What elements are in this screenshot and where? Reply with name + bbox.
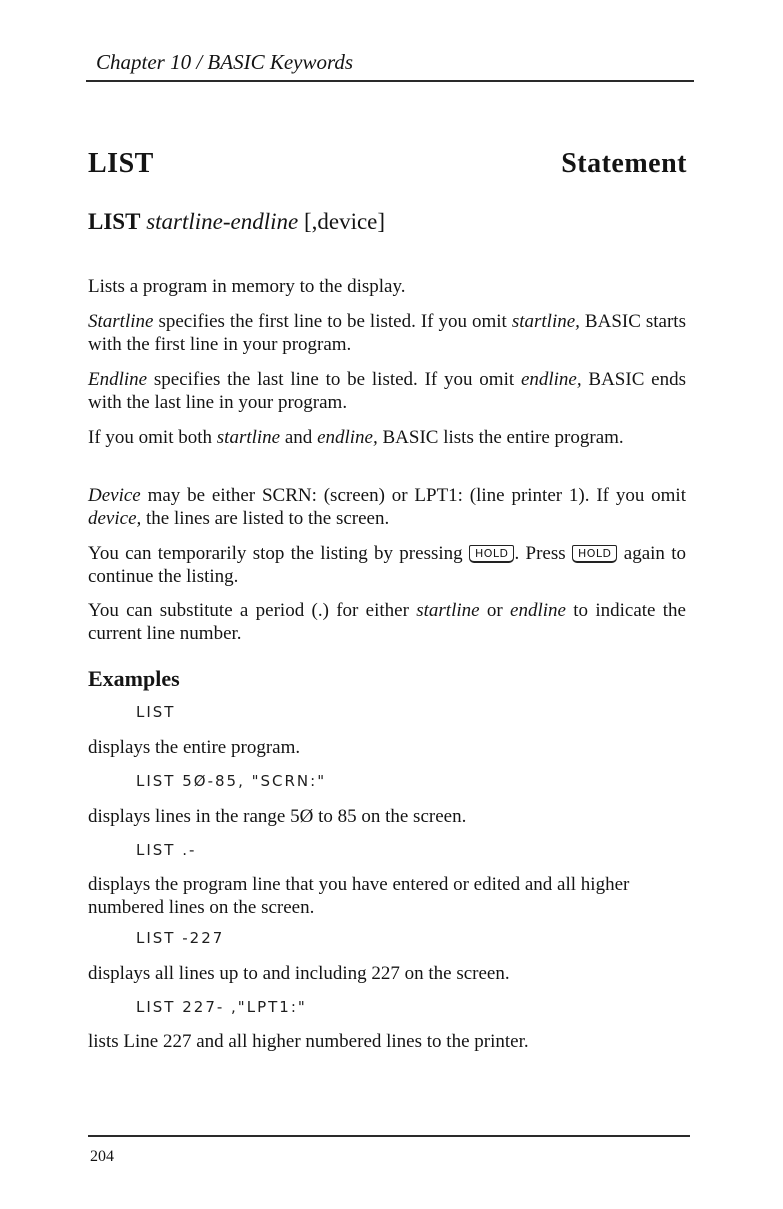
para-text: may be either SCRN: (screen) or LPT1: (line printer 1). If you omit [140, 485, 686, 506]
syntax-line [88, 209, 385, 235]
example-description: displays lines in the range 5Ø to 85 on the screen. [88, 806, 467, 827]
para-text: specifies the last line to be listed. If you omit [147, 369, 521, 390]
page-number: 204 [90, 1148, 114, 1165]
term-startline: startline [416, 600, 480, 621]
paragraph-endline [88, 368, 686, 414]
chapter-header: Chapter 10 / BASIC Keywords [96, 50, 354, 74]
para-text: BASIC ends with the last line in your program. [88, 369, 686, 413]
syntax-optional: [,device] [303, 209, 386, 234]
paragraph-period [88, 599, 686, 645]
code-example: LIST 5Ø-85, "SCRN:" [136, 772, 327, 790]
term-endline: Endline [88, 369, 148, 390]
example-description: displays all lines up to and including 227 on the screen. [88, 963, 510, 984]
hold-key-icon: HOLD [469, 545, 515, 563]
hold-key-icon: HOLD [572, 545, 618, 563]
code-example: LIST [136, 703, 176, 721]
term-endline: endline [510, 600, 566, 621]
term-startline: Startline [88, 311, 154, 332]
para-text: the lines are listed to the screen. [141, 508, 390, 529]
code-example: LIST -227 [136, 929, 225, 947]
term-startline: startline [216, 427, 281, 448]
syntax-keyword: LIST [88, 209, 141, 234]
para-text: or [479, 600, 511, 621]
keyword-title: LIST [88, 148, 154, 179]
term-endline: endline, [520, 369, 582, 390]
paragraph-hold [88, 542, 686, 588]
para-text: again to continue the listing. [88, 543, 686, 587]
term-startline: startline, [511, 311, 580, 332]
term-device: device, [88, 508, 142, 529]
header-rule [86, 80, 694, 82]
paragraph-device [88, 484, 686, 530]
term-device: Device [88, 485, 141, 506]
para-text: You can substitute a period (.) for either [88, 600, 417, 621]
keyword-type: Statement [561, 148, 687, 179]
example-description: displays the entire program. [88, 737, 301, 758]
para-text: Lists a program in memory to the display. [88, 276, 406, 297]
para-text: to indicate the current line number. [88, 600, 686, 644]
para-text: specifies the first line to be listed. If you omit [153, 311, 512, 332]
paragraph-both [88, 426, 686, 449]
code-example: LIST 227- ,"LPT1:" [136, 998, 307, 1016]
paragraph-description [88, 275, 686, 298]
para-text: and [280, 427, 318, 448]
example-description: lists Line 227 and all higher numbered lines to the printer. [88, 1031, 529, 1052]
examples-heading: Examples [88, 666, 180, 691]
para-text: BASIC starts with the first line in your program. [88, 311, 686, 355]
code-example: LIST .- [136, 841, 197, 859]
footer-rule [88, 1135, 690, 1137]
para-text: You can temporarily stop the listing by pressing [88, 543, 469, 564]
para-text: BASIC lists the entire program. [377, 427, 624, 448]
example-description: displays the program line that you have entered or edited and all higher numbered lines on the screen. [88, 874, 630, 918]
syntax-args: startline-endline [146, 209, 299, 234]
para-text: If you omit both [88, 427, 217, 448]
para-text: . Press [514, 543, 572, 564]
paragraph-startline [88, 310, 686, 356]
term-endline: endline, [317, 427, 378, 448]
